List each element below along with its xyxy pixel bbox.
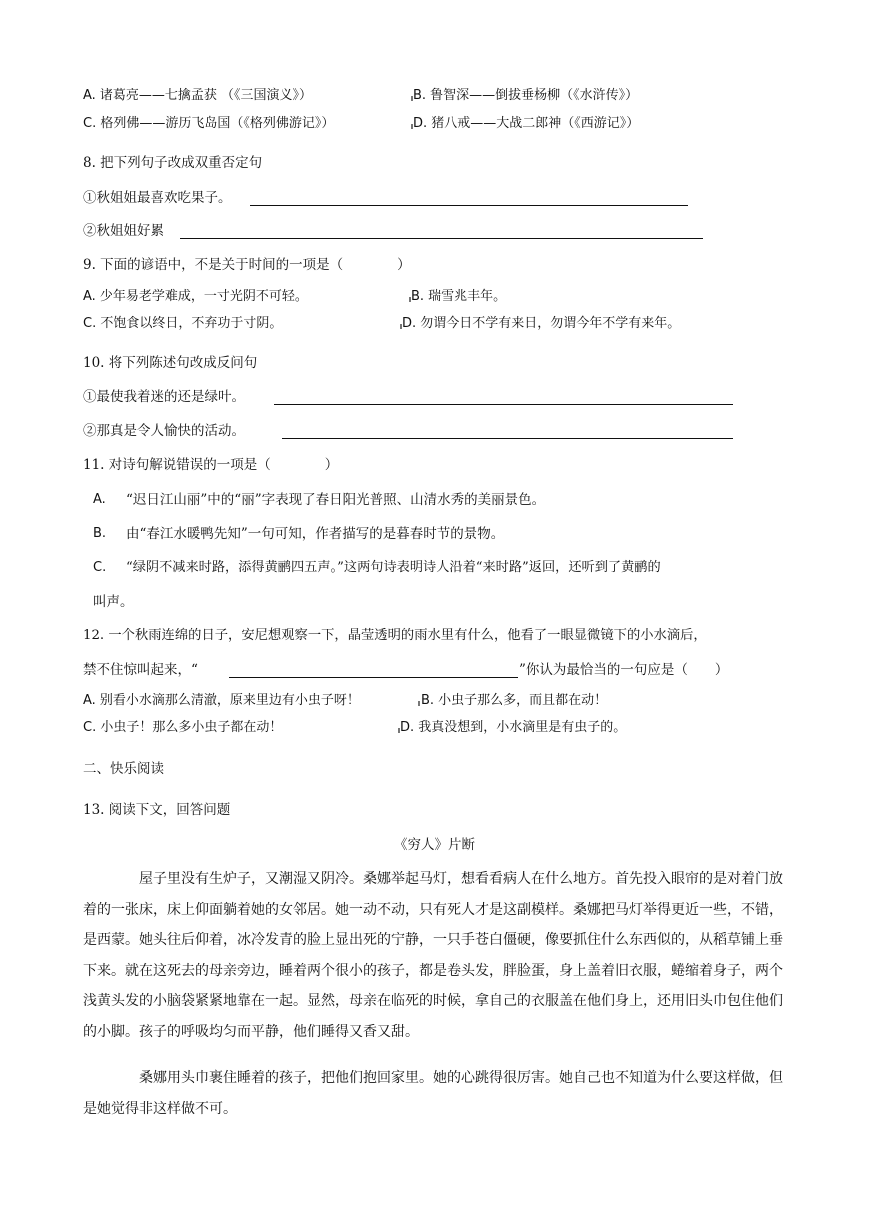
q11-option-c-line-1: “绿阴不减来时路，添得黄鹂四五声。”这两句诗表明诗人沿着“来时路”返回，还听到了黄鹂的 <box>126 560 661 575</box>
q12-stem-line-1: 12. 一个秋雨连绵的日子，安尼想观察一下，晶莹透明的雨水里有什么，他看了一眼显微镜下的小水滴后， <box>83 628 707 643</box>
passage-paragraph-1 <box>83 864 783 1047</box>
q10-stem: 10. 将下列陈述句改成反问句 <box>83 355 258 371</box>
q11-option-a: “迟日江山丽”中的“丽”字表现了春日阳光普照、山清水秀的美丽景色。 <box>126 492 546 508</box>
q8-answer-line-1[interactable] <box>250 205 688 206</box>
q11-option-c-label: C. <box>93 560 107 575</box>
q10-answer-line-1[interactable] <box>274 404 733 405</box>
q12-stem-line-2-post: ”你认为最恰当的一句应是（ ） <box>519 662 729 678</box>
q9-option-b: B. 瑞雪兆丰年。 <box>411 289 507 304</box>
q12-option-c: C. 小虫子！那么多小虫子都在动！ <box>83 720 283 735</box>
q7-option-b: B. 鲁智深——倒拔垂杨柳（《水浒传》） <box>413 88 639 103</box>
q8-stem: 8. 把下列句子改成双重否定句 <box>83 155 263 171</box>
q13-stem: 13. 阅读下文，回答问题 <box>83 802 231 818</box>
q8-sentence-1: ①秋姐姐最喜欢吃果子。 <box>83 190 232 206</box>
q11-option-b: 由“春江水暖鸭先知”一句可知，作者描写的是暮春时节的景物。 <box>126 526 505 542</box>
passage-paragraph-1-text: 屋子里没有生炉子，又潮湿又阴冷。桑娜举起马灯，想看看病人在什么地方。首先投入眼帘的是对着门放着的一张床，床上仰面躺着她的女邻居。她一动不动，只有死人才是这副模样。桑娜把马灯举得更近一些，不错，是西蒙。她头往后仰着，冰冷发青的脸上显出死的宁静，一只手苍白僵硬，像要抓住什么东西似的，从稻草铺上垂下来。就在这死去的母亲旁边，睡着两个很小的孩子，都是卷头发，胖脸蛋，身上盖着旧衣服，蜷缩着身子，两个浅黄头发的小脑袋紧紧地靠在一起。显然，母亲在临死的时候，拿自己的衣服盖在他们身上，还用旧头巾包住他们的小脚。孩子的呼吸均匀而平静，他们睡得又香又甜。 <box>83 871 783 1040</box>
q10-sentence-2: ②那真是令人愉快的活动。 <box>83 423 245 439</box>
q11-option-c-line-2: 叫声。 <box>93 594 134 610</box>
passage-paragraph-2 <box>83 1063 783 1124</box>
section-heading: 二、快乐阅读 <box>83 761 164 777</box>
q12-option-d: D. 我真没想到，小水滴里是有虫子的。 <box>400 720 627 735</box>
option-marker <box>418 701 420 706</box>
q12-option-b: B. 小虫子那么多，而且都在动！ <box>421 693 608 708</box>
q11-option-b-label: B. <box>93 526 107 541</box>
passage-paragraph-2-text: 桑娜用头巾裹住睡着的孩子，把他们抱回家里。她的心跳得很厉害。她自己也不知道为什么要这样做，但是她觉得非这样做不可。 <box>83 1070 783 1117</box>
q12-option-a: A. 别看小水滴那么清澈，原来里边有小虫子呀！ <box>83 693 360 708</box>
q12-answer-line[interactable] <box>229 677 518 678</box>
q10-answer-line-2[interactable] <box>282 438 733 439</box>
q7-option-c: C. 格列佛——游历飞岛国（《格列佛游记》） <box>83 116 335 131</box>
q9-stem: 9. 下面的谚语中，不是关于时间的一项是（ ） <box>83 257 411 273</box>
q7-option-a: A. 诸葛亮——七擒孟获 （《三国演义》） <box>83 88 313 103</box>
q9-option-c: C. 不饱食以终日，不弃功于寸阴。 <box>83 316 283 331</box>
q8-sentence-2: ②秋姐姐好累 <box>83 223 164 239</box>
passage-title: 《穷人》片断 <box>394 837 475 853</box>
q11-option-a-label: A. <box>93 492 106 507</box>
q7-option-d: D. 猪八戒——大战二郎神（《西游记》） <box>413 116 640 131</box>
q12-stem-line-2-pre: 禁不住惊叫起来，“ <box>83 662 198 678</box>
q9-option-a: A. 少年易老学难成，一寸光阴不可轻。 <box>83 289 308 304</box>
q9-option-d: D. 勿谓今日不学有来日，勿谓今年不学有来年。 <box>402 316 681 331</box>
q11-stem: 11. 对诗句解说错误的一项是（ ） <box>83 457 339 473</box>
q8-answer-line-2[interactable] <box>180 238 703 239</box>
q10-sentence-1: ①最使我着迷的还是绿叶。 <box>83 389 245 405</box>
